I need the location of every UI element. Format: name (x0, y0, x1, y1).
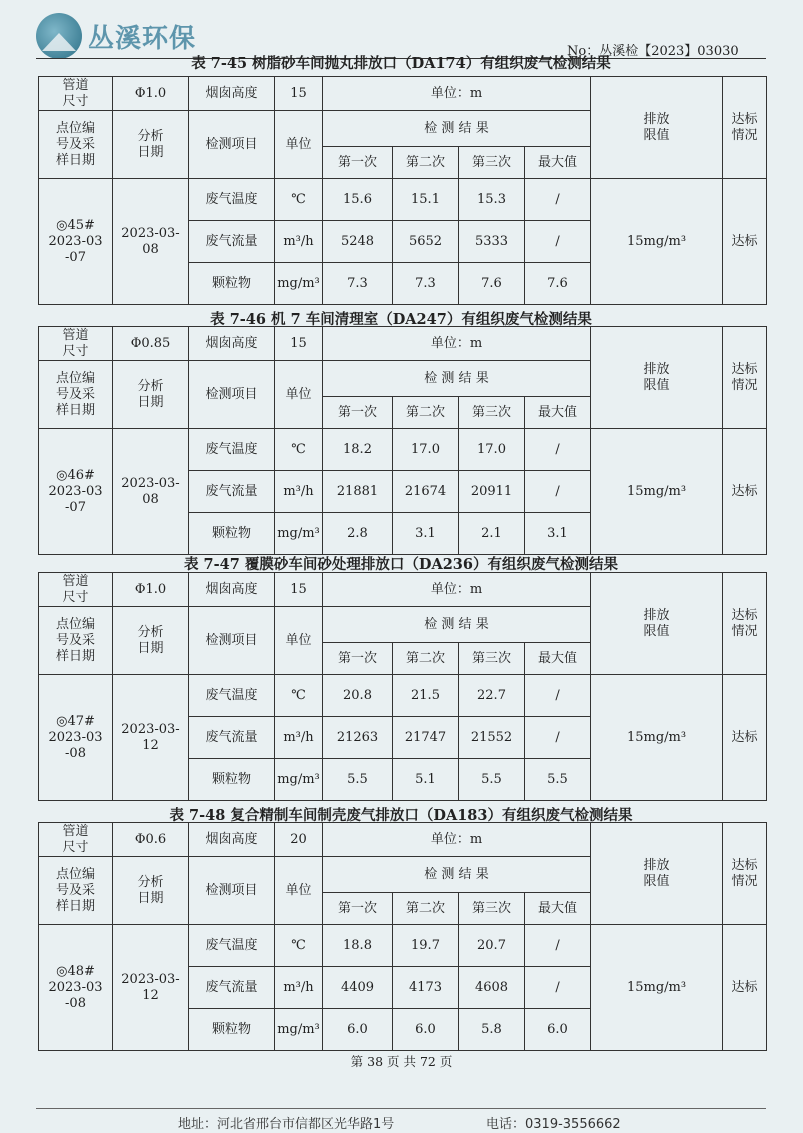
point-header: 点位编 号及采 样日期 (39, 111, 113, 179)
unit-header: 单位 (275, 361, 323, 429)
second-header: 第二次 (393, 893, 459, 925)
result-second: 15.1 (393, 179, 459, 221)
table-row (39, 925, 767, 967)
result-third: 5.8 (459, 1009, 525, 1051)
footer-divider (36, 1108, 766, 1109)
table-title: 表 7-46 机 7 车间清理室（DA247）有组织废气检测结果 (210, 311, 592, 328)
test-unit: m³/h (275, 717, 323, 759)
test-item: 废气流量 (189, 967, 275, 1009)
result-third: 5333 (459, 221, 525, 263)
result-max: / (525, 429, 591, 471)
test-unit: ℃ (275, 675, 323, 717)
result-first: 21263 (323, 717, 393, 759)
result-second: 19.7 (393, 925, 459, 967)
test-item: 颗粒物 (189, 263, 275, 305)
result-first: 6.0 (323, 1009, 393, 1051)
emission-limit: 15mg/m³ (591, 429, 723, 555)
results-header: 检 测 结 果 (323, 607, 591, 643)
result-max: / (525, 967, 591, 1009)
sampling-point: ◎48# 2023-03 -08 (39, 925, 113, 1051)
compliance-status: 达标 (723, 179, 767, 305)
point-header: 点位编 号及采 样日期 (39, 607, 113, 675)
result-third: 4608 (459, 967, 525, 1009)
result-first: 21881 (323, 471, 393, 513)
unit-note: 单位：m (323, 823, 591, 857)
test-item: 颗粒物 (189, 513, 275, 555)
unit-header: 单位 (275, 111, 323, 179)
pipe-size-value: Φ0.6 (113, 823, 189, 857)
max-header: 最大值 (525, 643, 591, 675)
result-second: 5.1 (393, 759, 459, 801)
document-number: No：丛溪检【2023】03030 (567, 44, 739, 59)
result-max: 6.0 (525, 1009, 591, 1051)
result-second: 21674 (393, 471, 459, 513)
analysis-date: 2023-03- 12 (113, 675, 189, 801)
company-phone: 电话：0319-3556662 (486, 1117, 621, 1132)
result-second: 3.1 (393, 513, 459, 555)
result-third: 7.6 (459, 263, 525, 305)
unit-note: 单位：m (323, 327, 591, 361)
limit-header: 排放 限值 (591, 573, 723, 675)
result-max: / (525, 471, 591, 513)
result-third: 20.7 (459, 925, 525, 967)
point-header: 点位编 号及采 样日期 (39, 857, 113, 925)
emission-limit: 15mg/m³ (591, 925, 723, 1051)
compliance-header: 达标 情况 (723, 327, 767, 429)
stack-height-label: 烟囱高度 (189, 327, 275, 361)
test-item: 颗粒物 (189, 1009, 275, 1051)
sampling-point: ◎45# 2023-03 -07 (39, 179, 113, 305)
emission-result-table (38, 76, 767, 305)
result-max: / (525, 717, 591, 759)
test-item: 颗粒物 (189, 759, 275, 801)
stack-height-value: 15 (275, 327, 323, 361)
limit-header: 排放 限值 (591, 823, 723, 925)
results-header: 检 测 结 果 (323, 857, 591, 893)
pipe-size-value: Φ0.85 (113, 327, 189, 361)
analysis-date-header: 分析 日期 (113, 111, 189, 179)
result-third: 5.5 (459, 759, 525, 801)
result-third: 22.7 (459, 675, 525, 717)
third-header: 第三次 (459, 643, 525, 675)
logo-mark-icon (36, 13, 82, 59)
first-header: 第一次 (323, 397, 393, 429)
test-unit: mg/m³ (275, 759, 323, 801)
result-max: / (525, 925, 591, 967)
test-item: 废气温度 (189, 179, 275, 221)
result-first: 18.2 (323, 429, 393, 471)
test-unit: ℃ (275, 429, 323, 471)
test-item: 废气流量 (189, 717, 275, 759)
result-first: 2.8 (323, 513, 393, 555)
first-header: 第一次 (323, 147, 393, 179)
result-second: 5652 (393, 221, 459, 263)
result-first: 5.5 (323, 759, 393, 801)
company-address: 地址：河北省邢台市信都区光华路1号 (178, 1117, 395, 1132)
result-second: 21747 (393, 717, 459, 759)
unit-note: 单位：m (323, 77, 591, 111)
third-header: 第三次 (459, 147, 525, 179)
logo-text: 丛溪环保 (88, 23, 197, 54)
result-second: 6.0 (393, 1009, 459, 1051)
results-header: 检 测 结 果 (323, 361, 591, 397)
analysis-date: 2023-03- 08 (113, 429, 189, 555)
result-first: 18.8 (323, 925, 393, 967)
pipe-size-label: 管道 尺寸 (39, 327, 113, 361)
test-item: 废气温度 (189, 429, 275, 471)
test-item: 废气流量 (189, 221, 275, 263)
compliance-status: 达标 (723, 429, 767, 555)
sampling-point: ◎46# 2023-03 -07 (39, 429, 113, 555)
result-third: 17.0 (459, 429, 525, 471)
compliance-header: 达标 情况 (723, 823, 767, 925)
result-second: 7.3 (393, 263, 459, 305)
result-max: / (525, 221, 591, 263)
stack-height-label: 烟囱高度 (189, 77, 275, 111)
item-header: 检测项目 (189, 857, 275, 925)
result-max: 3.1 (525, 513, 591, 555)
emission-limit: 15mg/m³ (591, 179, 723, 305)
table-title: 表 7-48 复合精制车间制壳废气排放口（DA183）有组织废气检测结果 (169, 807, 633, 824)
compliance-status: 达标 (723, 675, 767, 801)
compliance-status: 达标 (723, 925, 767, 1051)
test-unit: ℃ (275, 179, 323, 221)
limit-header: 排放 限值 (591, 327, 723, 429)
sampling-point: ◎47# 2023-03 -08 (39, 675, 113, 801)
second-header: 第二次 (393, 397, 459, 429)
pipe-size-label: 管道 尺寸 (39, 823, 113, 857)
result-third: 15.3 (459, 179, 525, 221)
emission-limit: 15mg/m³ (591, 675, 723, 801)
pipe-size-value: Φ1.0 (113, 573, 189, 607)
result-second: 21.5 (393, 675, 459, 717)
item-header: 检测项目 (189, 607, 275, 675)
max-header: 最大值 (525, 893, 591, 925)
analysis-date-header: 分析 日期 (113, 857, 189, 925)
test-unit: mg/m³ (275, 513, 323, 555)
result-third: 2.1 (459, 513, 525, 555)
result-third: 21552 (459, 717, 525, 759)
stack-height-value: 15 (275, 77, 323, 111)
second-header: 第二次 (393, 643, 459, 675)
result-first: 7.3 (323, 263, 393, 305)
emission-result-table (38, 822, 767, 1051)
max-header: 最大值 (525, 397, 591, 429)
analysis-date: 2023-03- 08 (113, 179, 189, 305)
max-header: 最大值 (525, 147, 591, 179)
pipe-size-label: 管道 尺寸 (39, 573, 113, 607)
compliance-header: 达标 情况 (723, 573, 767, 675)
result-first: 15.6 (323, 179, 393, 221)
result-first: 20.8 (323, 675, 393, 717)
result-first: 5248 (323, 221, 393, 263)
point-header: 点位编 号及采 样日期 (39, 361, 113, 429)
table-row (39, 675, 767, 717)
test-item: 废气流量 (189, 471, 275, 513)
test-unit: m³/h (275, 221, 323, 263)
result-first: 4409 (323, 967, 393, 1009)
item-header: 检测项目 (189, 111, 275, 179)
result-max: 5.5 (525, 759, 591, 801)
result-third: 20911 (459, 471, 525, 513)
results-header: 检 测 结 果 (323, 111, 591, 147)
stack-height-value: 20 (275, 823, 323, 857)
test-unit: mg/m³ (275, 1009, 323, 1051)
emission-result-table (38, 572, 767, 801)
test-unit: mg/m³ (275, 263, 323, 305)
unit-note: 单位：m (323, 573, 591, 607)
item-header: 检测项目 (189, 361, 275, 429)
table-title: 表 7-47 覆膜砂车间砂处理排放口（DA236）有组织废气检测结果 (184, 556, 618, 573)
result-max: / (525, 675, 591, 717)
company-logo (36, 12, 196, 60)
unit-header: 单位 (275, 607, 323, 675)
emission-result-table (38, 326, 767, 555)
compliance-header: 达标 情况 (723, 77, 767, 179)
test-unit: ℃ (275, 925, 323, 967)
analysis-date-header: 分析 日期 (113, 607, 189, 675)
result-max: 7.6 (525, 263, 591, 305)
first-header: 第一次 (323, 643, 393, 675)
result-max: / (525, 179, 591, 221)
stack-height-value: 15 (275, 573, 323, 607)
test-item: 废气温度 (189, 925, 275, 967)
result-second: 17.0 (393, 429, 459, 471)
analysis-date: 2023-03- 12 (113, 925, 189, 1051)
first-header: 第一次 (323, 893, 393, 925)
result-second: 4173 (393, 967, 459, 1009)
stack-height-label: 烟囱高度 (189, 573, 275, 607)
test-item: 废气温度 (189, 675, 275, 717)
second-header: 第二次 (393, 147, 459, 179)
pipe-size-value: Φ1.0 (113, 77, 189, 111)
third-header: 第三次 (459, 893, 525, 925)
limit-header: 排放 限值 (591, 77, 723, 179)
table-row (39, 429, 767, 471)
stack-height-label: 烟囱高度 (189, 823, 275, 857)
table-row (39, 179, 767, 221)
unit-header: 单位 (275, 857, 323, 925)
analysis-date-header: 分析 日期 (113, 361, 189, 429)
table-title: 表 7-45 树脂砂车间抛丸排放口（DA174）有组织废气检测结果 (191, 55, 611, 72)
test-unit: m³/h (275, 967, 323, 1009)
third-header: 第三次 (459, 397, 525, 429)
page-number: 第 38 页 共 72 页 (350, 1054, 453, 1069)
pipe-size-label: 管道 尺寸 (39, 77, 113, 111)
test-unit: m³/h (275, 471, 323, 513)
